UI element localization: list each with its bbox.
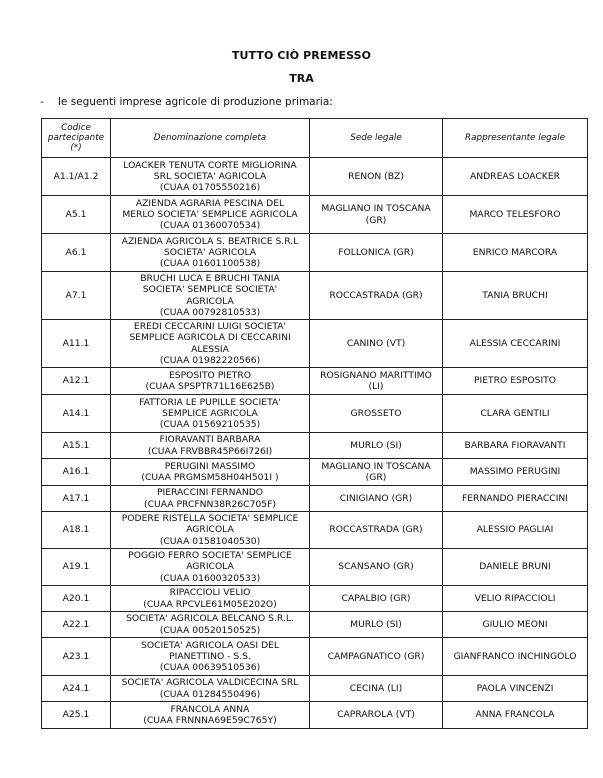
company-name-line: POGGIO FERRO SOCIETA' SEMPLICE <box>128 550 292 562</box>
section-title: TUTTO CIÒ PREMESSO <box>231 49 372 62</box>
company-name-line: FATTORIA LE PUPILLE SOCIETA' <box>139 396 281 408</box>
column-header-representative: Rappresentante legale <box>443 119 588 158</box>
registered-office: CAPRAROLA (VT) <box>310 702 443 729</box>
company-name-line: SEMPLICE AGRICOLA DI CECCARINI <box>129 332 291 344</box>
participant-code: A6.1 <box>42 234 111 272</box>
participant-code: A14.1 <box>42 395 111 433</box>
company-name-line: AGRICOLA <box>186 524 234 536</box>
company-name-line: MERLO SOCIETA' SEMPLICE AGRICOLA <box>122 208 298 220</box>
company-name <box>111 586 310 612</box>
registered-office: GROSSETO <box>310 395 443 433</box>
company-name <box>111 320 310 368</box>
company-name-line: PIANETTINO - S.S. <box>169 650 251 662</box>
company-name-line: SOCIETA' AGRICOLA BELCANO S.R.L. <box>126 613 294 625</box>
participant-code: A17.1 <box>42 486 111 512</box>
company-name-line: ALESSIA <box>191 343 229 355</box>
table-row <box>42 395 588 433</box>
company-name <box>111 196 310 234</box>
registered-office: CINIGIANO (GR) <box>310 486 443 512</box>
company-name-line: PIERACCINI FERNANDO <box>156 487 264 499</box>
company-name-line: ESPOSITO PIETRO <box>169 369 251 381</box>
column-header-seat: Sede legale <box>310 119 443 158</box>
company-name-line: (CUAA 01360070534) <box>159 220 261 232</box>
legal-representative: MARCO TELESFORO <box>443 196 588 234</box>
company-name-line: AGRICOLA <box>186 561 234 573</box>
legal-representative: ENRICO MARCORA <box>443 234 588 272</box>
participant-code: A16.1 <box>42 459 111 486</box>
column-header-name: Denominazione completa <box>111 119 310 158</box>
participant-code: A18.1 <box>42 512 111 549</box>
legal-representative: GIANFRANCO INCHINGOLO <box>443 638 588 676</box>
table-row <box>42 702 588 729</box>
company-name <box>111 433 310 459</box>
table-row <box>42 512 588 549</box>
registered-office: CANINO (VT) <box>310 320 443 368</box>
table-row <box>42 612 588 638</box>
company-name-line: (CUAA 01982220566) <box>159 354 261 366</box>
company-name <box>111 395 310 433</box>
table-row <box>42 368 588 395</box>
table-row <box>42 158 588 196</box>
table-row <box>42 459 588 486</box>
registered-office: MAGLIANO IN TOSCANA (GR) <box>310 459 443 486</box>
company-name-line: (CUAA 00792810533) <box>159 306 261 318</box>
registered-office: FOLLONICA (GR) <box>310 234 443 272</box>
company-name-line: (CUAA RPCVLE61M05E202O) <box>143 598 277 610</box>
company-name <box>111 638 310 676</box>
registered-office: ROCCASTRADA (GR) <box>310 512 443 549</box>
table-header-row <box>42 119 588 158</box>
company-name-line: BRUCHI LUCA E BRUCHI TANIA <box>140 272 280 284</box>
participant-code: A12.1 <box>42 368 111 395</box>
company-name <box>111 272 310 320</box>
legal-representative: BARBARA FIORAVANTI <box>443 433 588 459</box>
company-name-line: (CUAA 01601100538) <box>159 258 261 270</box>
legal-representative: GIULIO MEONI <box>443 612 588 638</box>
participant-code: A23.1 <box>42 638 111 676</box>
company-name-line: FRANCOLA ANNA <box>170 703 250 715</box>
company-name-line: SOCIETA' AGRICOLA VALDICECINA SRL <box>121 677 299 689</box>
company-name-line: SOCIETA' AGRICOLA <box>163 246 257 258</box>
legal-representative: FERNANDO PIERACCINI <box>443 486 588 512</box>
registered-office: ROCCASTRADA (GR) <box>310 272 443 320</box>
intro-text: le seguenti imprese agricole di produzione primaria: <box>58 96 333 108</box>
registered-office: MAGLIANO IN TOSCANA (GR) <box>310 196 443 234</box>
company-name <box>111 459 310 486</box>
legal-representative: CLARA GENTILI <box>443 395 588 433</box>
registered-office: SCANSANO (GR) <box>310 549 443 586</box>
company-name-line: SOCIETA' SEMPLICE SOCIETA' <box>142 284 278 296</box>
participant-code: A20.1 <box>42 586 111 612</box>
participant-code: A7.1 <box>42 272 111 320</box>
company-name-line: (CUAA FRVBBR45P66I726I) <box>147 445 273 457</box>
participant-code: A22.1 <box>42 612 111 638</box>
legal-representative: ANDREAS LOACKER <box>443 158 588 196</box>
registered-office: RENON (BZ) <box>310 158 443 196</box>
company-name-line: AGRICOLA <box>186 295 234 307</box>
legal-representative: PIETRO ESPOSITO <box>443 368 588 395</box>
company-name-line: (CUAA 01600320533) <box>159 572 261 584</box>
company-name-line: RIPACCIOLI VELIO <box>169 587 251 599</box>
company-name <box>111 612 310 638</box>
legal-representative: ALESSIA CECCARINI <box>443 320 588 368</box>
registered-office: CAPALBIO (GR) <box>310 586 443 612</box>
table-row <box>42 638 588 676</box>
company-name-line: SEMPLICE AGRICOLA <box>162 407 258 419</box>
registered-office: CAMPAGNATICO (GR) <box>310 638 443 676</box>
participant-code: A1.1/A1.2 <box>42 158 111 196</box>
table-row <box>42 196 588 234</box>
company-name-line: (CUAA FRNNNA69E59C765Y) <box>143 715 277 726</box>
section-subtitle: TRA <box>289 72 314 85</box>
company-name-line: FIORAVANTI BARBARA <box>159 434 261 446</box>
company-name-line: (CUAA 01569210535) <box>159 419 261 431</box>
table-row <box>42 486 588 512</box>
company-name-line: SRL SOCIETA' AGRICOLA <box>153 170 267 182</box>
registered-office: CECINA (LI) <box>310 676 443 702</box>
column-header-code: Codice partecipante (*) <box>42 119 111 158</box>
company-name-line: (CUAA SPSPTR71L16E625B) <box>145 381 275 392</box>
legal-representative: VELIO RIPACCIOLI <box>443 586 588 612</box>
table-row <box>42 234 588 272</box>
legal-representative: DANIELE BRUNI <box>443 549 588 586</box>
company-name-line: PODERE RISTELLA SOCIETA' SEMPLICE <box>121 513 299 525</box>
table-row <box>42 549 588 586</box>
company-name-line: SOCIETA' AGRICOLA OASI DEL <box>141 639 279 651</box>
table-row <box>42 586 588 612</box>
company-name-line: (CUAA PRGMSM58H04H501I ) <box>141 472 279 483</box>
company-name <box>111 486 310 512</box>
company-name <box>111 676 310 702</box>
participant-code: A5.1 <box>42 196 111 234</box>
company-name-line: AZIENDA AGRARIA PESCINA DEL <box>135 197 285 209</box>
participant-code: A24.1 <box>42 676 111 702</box>
legal-representative: PAOLA VINCENZI <box>443 676 588 702</box>
participant-code: A19.1 <box>42 549 111 586</box>
company-name-line: EREDI CECCARINI LUIGI SOCIETA' <box>133 320 287 332</box>
company-name <box>111 158 310 196</box>
legal-representative: MASSIMO PERUGINI <box>443 459 588 486</box>
participant-code: A25.1 <box>42 702 111 729</box>
company-name-line: (CUAA 01284550496) <box>159 688 261 700</box>
legal-representative: ANNA FRANCOLA <box>443 702 588 729</box>
company-name <box>111 512 310 549</box>
registered-office: MURLO (SI) <box>310 433 443 459</box>
table-row <box>42 433 588 459</box>
company-name-line: (CUAA 00639510536) <box>159 662 261 674</box>
table-row <box>42 676 588 702</box>
registered-office: MURLO (SI) <box>310 612 443 638</box>
participants-table <box>41 118 588 729</box>
company-name-line: LOACKER TENUTA CORTE MIGLIORINA <box>123 159 297 171</box>
legal-representative: TANIA BRUCHI <box>443 272 588 320</box>
participant-code: A11.1 <box>42 320 111 368</box>
company-name-line: PERUGINI MASSIMO <box>164 460 256 472</box>
company-name <box>111 702 310 729</box>
table-row <box>42 320 588 368</box>
table-row <box>42 272 588 320</box>
company-name <box>111 549 310 586</box>
company-name-line: (CUAA 01705550216) <box>159 182 261 194</box>
company-name <box>111 234 310 272</box>
company-name <box>111 368 310 395</box>
intro-line <box>40 96 333 108</box>
legal-representative: ALESSIO PAGLIAI <box>443 512 588 549</box>
company-name-line: (CUAA PRCFNN38R26C705F) <box>144 498 276 510</box>
company-name-line: (CUAA 00520150525) <box>159 624 261 636</box>
registered-office: ROSIGNANO MARITTIMO (LI) <box>310 368 443 395</box>
company-name-line: (CUAA 01581040530) <box>159 535 261 547</box>
participant-code: A15.1 <box>42 433 111 459</box>
company-name-line: AZIENDA AGRICOLA S. BEATRICE S.R.L <box>121 235 299 247</box>
list-dash: - <box>40 96 44 108</box>
